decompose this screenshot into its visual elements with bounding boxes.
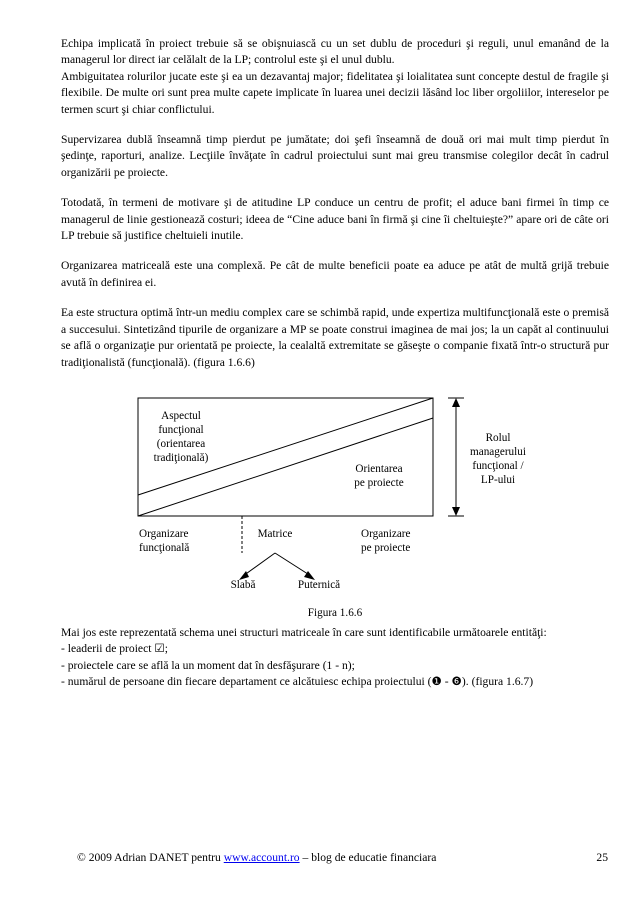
list-item: - leaderii de proiect ☑; — [61, 642, 168, 656]
paragraph-motivation: Totodată, în termeni de motivare şi de atitudine LP conduce un centru de profit; el aduce bani firmei în timp ce managerul de linie gestionează costuri; ideea de “Cine aduce bani în firmă şi cine îi cheltuieşte?” apare ori de câte ori LP trebuie să justifice cheltuieli inutile. — [61, 196, 609, 243]
entity-intro: Mai jos este reprezentată schema unei structuri matriceale în care sunt identificabile următoarele entităţi: — [61, 625, 547, 639]
document-page — [61, 36, 609, 691]
list-item: - numărul de persoane din fiecare departament ce alcătuiesc echipa proiectului (❶ - ❻). (figura 1.6.7) — [61, 675, 534, 689]
label-weak: Slabă — [230, 578, 256, 591]
arrow-to-weak — [243, 553, 275, 576]
page-number: 25 — [596, 851, 608, 864]
role-arrow-down — [452, 507, 460, 516]
figure-1-6-6 — [61, 385, 609, 625]
label-functional-organization: Organizare funcţională — [139, 527, 190, 554]
label-strong: Puternică — [297, 578, 341, 591]
footer-link[interactable]: www.account.ro — [223, 851, 300, 864]
footer-credit: © 2009 Adrian DANET pentru www.account.ro – blog de educatie financiara — [77, 851, 437, 864]
entity-list — [61, 625, 609, 691]
paragraph-optimal-structure: Ea este structura optimă într-un mediu complex care se schimbă rapid, unde expertiza multifuncţională este o premisă a succesului. Sintetizând tipurile de organizare a MP se poate construi imaginea de mai jos; la un capăt al continuului se află o organizaţie pur orientată pe proiecte, la cealaltă extremitate se găseşte o companie fixată într-o structură pur tradiţionalistă (funcţională). (figura 1.6.6) — [61, 306, 609, 369]
role-arrow-up — [452, 398, 460, 407]
paragraph-matrix-complexity: Organizarea matriceală este una complexă. Pe cât de multe beneficii poate ea aduce pe atât de multă grijă trebuie avută în definirea ei. — [61, 259, 609, 289]
label-project-orientation: Orientarea pe proiecte — [354, 462, 404, 489]
paragraph-dual-supervision: Supervizarea dublă înseamnă timp pierdut pe jumătate; doi şefi înseamnă de două ori mai mult timp pierdut în şedinţe, raporturi, analize. Lecţiile învăţate în cadrul proiectului sunt mai greu transmise colegilor decât în cadrul organizării pe proiecte. — [61, 133, 609, 179]
list-item: - proiectele care se află la un moment dat în desfăşurare (1 - n); — [61, 658, 355, 672]
paragraph-dual-procedures: Echipa implicată în proiect trebuie să se obişnuiască cu un set dublu de proceduri şi reguli, unul emanând de la managerul lor direct iar celălalt de la LP; controlul este şi el unul dublu. — [61, 37, 609, 67]
paragraph-role-ambiguity: Ambiguitatea rolurilor jucate este şi ea un dezavantaj major; fidelitatea şi loialitatea sunt concepte destul de fragile şi flexibile. De multe ori sunt prea multe capete implicate în luarea unei decizii lăsând loc liber orgoliilor, intereselor pe termen scurt şi chiar conflictului. — [61, 69, 609, 116]
label-manager-role: Rolul managerului funcţional / LP-ului — [470, 431, 526, 486]
label-functional-aspect: Aspectul funcţional (orientarea tradiţională) — [153, 409, 209, 464]
figure-caption: Figura 1.6.6 — [307, 606, 363, 619]
arrow-to-strong — [275, 553, 311, 576]
label-project-organization: Organizare pe proiecte — [361, 527, 411, 554]
label-matrix: Matrice — [257, 527, 293, 540]
